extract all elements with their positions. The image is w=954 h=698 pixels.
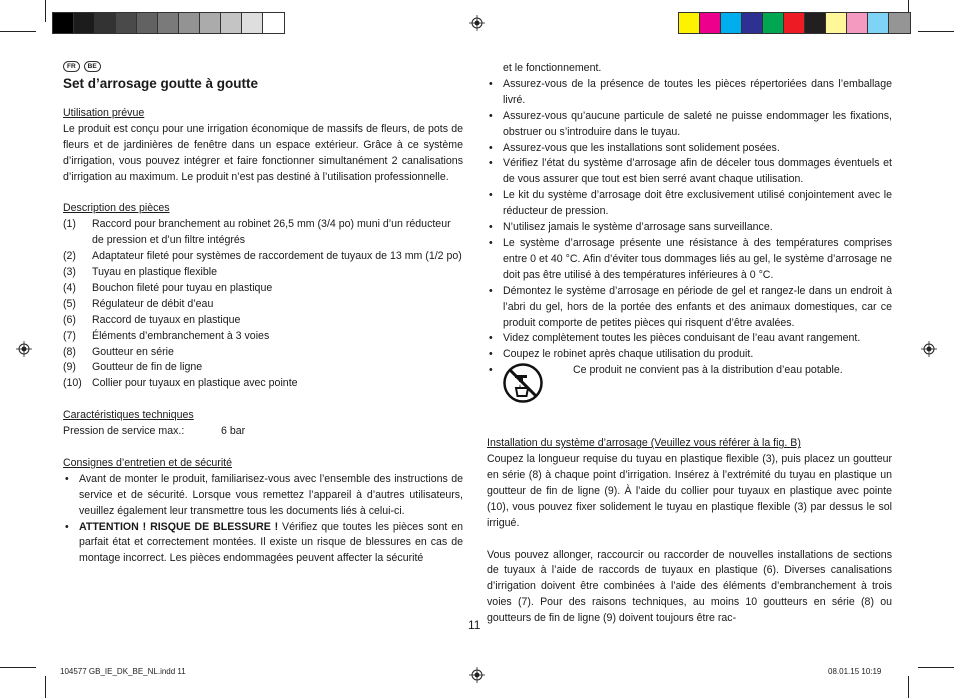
non-potable-row bbox=[503, 363, 892, 403]
country-badge-fr: FR bbox=[63, 61, 80, 72]
list-item bbox=[487, 156, 892, 188]
installation-text-2: Vous pouvez allonger, raccourcir ou raccorder de nouvelles installations de sections de tuyaux à l’aide de raccords de tuyaux en plastique (6). Diverses canalisations d’irrigation doivent être combinées à l’aide des éléments d’embranchement à trois voies (7). Pour des raisons techniques, au moins 10 goutteurs en série (8) ou goutteurs de fin de ligne (9) doivent toujours être rac- bbox=[487, 548, 892, 625]
registration-mark-icon bbox=[469, 15, 485, 31]
color-swatch bbox=[889, 13, 910, 33]
color-swatch bbox=[721, 13, 742, 33]
item-number: (5) bbox=[63, 297, 76, 310]
item-text: Assurez-vous de la présence de toutes les pièces répertoriées dans l’emballage livré. bbox=[503, 77, 892, 106]
color-swatch bbox=[200, 13, 221, 33]
crop-mark bbox=[908, 676, 909, 698]
list-item bbox=[63, 376, 463, 392]
item-text: Éléments d’embranchement à 3 voies bbox=[92, 329, 270, 342]
registration-mark-icon bbox=[921, 341, 937, 357]
list-item bbox=[487, 141, 892, 157]
bullet-icon: • bbox=[65, 520, 69, 533]
list-item bbox=[63, 281, 463, 297]
bullet-icon: • bbox=[489, 189, 493, 202]
item-text: Régulateur de débit d’eau bbox=[92, 297, 214, 310]
item-number: (7) bbox=[63, 329, 76, 342]
non-potable-note: Ce produit ne convient pas à la distribution d’eau potable. bbox=[573, 364, 843, 377]
list-item bbox=[63, 217, 463, 249]
crop-mark bbox=[45, 676, 46, 698]
item-text: et le fonctionnement. bbox=[503, 62, 602, 74]
item-text: Assurez-vous qu’aucune particule de saleté ne puisse endommager les fixations, obstruer ou s’introduire dans le tuyau. bbox=[503, 109, 892, 138]
footer-file-name: 104577 GB_IE_DK_BE_NL.indd 11 bbox=[60, 667, 186, 676]
item-text: Le système d’arrosage présente une résistance à des températures comprises entre 0 et 40 °C. Afin d’éviter tous dommages liés au gel, le système d’arrosage ne doit pas être utilisé à des températures inférieures à 0 °C. bbox=[503, 236, 892, 281]
left-column bbox=[63, 61, 463, 567]
color-swatch bbox=[137, 13, 158, 33]
safety-list-continued bbox=[487, 61, 892, 403]
list-item bbox=[487, 363, 892, 403]
item-text: Tuyau en plastique flexible bbox=[92, 266, 218, 279]
item-number: (3) bbox=[63, 266, 76, 279]
color-swatch bbox=[74, 13, 95, 33]
item-number: (2) bbox=[63, 250, 76, 263]
crop-mark bbox=[0, 31, 36, 32]
spec-label: Pression de service max.: bbox=[63, 425, 185, 438]
color-swatch bbox=[95, 13, 116, 33]
item-number: (10) bbox=[63, 377, 82, 390]
item-number: (8) bbox=[63, 345, 76, 358]
bullet-icon: • bbox=[489, 348, 493, 361]
registration-mark-icon bbox=[16, 341, 32, 357]
list-item bbox=[63, 313, 463, 329]
list-item bbox=[487, 220, 892, 236]
crop-mark bbox=[918, 667, 954, 668]
bullet-icon: • bbox=[489, 141, 493, 154]
color-swatch bbox=[826, 13, 847, 33]
list-item bbox=[487, 77, 892, 109]
color-swatch bbox=[179, 13, 200, 33]
bullet-icon: • bbox=[489, 157, 493, 170]
item-text: Adaptateur fileté pour systèmes de raccordement de tuyaux de 13 mm (1/2 po) bbox=[92, 250, 462, 263]
color-swatch bbox=[784, 13, 805, 33]
color-swatch bbox=[116, 13, 137, 33]
list-item bbox=[63, 249, 463, 265]
list-item bbox=[487, 347, 892, 363]
right-column bbox=[487, 61, 892, 627]
list-item bbox=[487, 61, 892, 77]
color-swatch bbox=[221, 13, 242, 33]
spec-row bbox=[63, 424, 463, 440]
item-text: Le kit du système d’arrosage doit être exclusivement utilisé conjointement avec le réducteur de pression. bbox=[503, 189, 892, 218]
spec-value: 6 bar bbox=[221, 425, 246, 438]
page-number: 11 bbox=[468, 618, 481, 632]
item-text: Vérifiez l’état du système d’arrosage afin de déceler tous dommages éventuels et de vous assurer que tout est bien serré avant chaque utilisation. bbox=[503, 157, 892, 186]
grayscale-color-bar bbox=[52, 12, 285, 34]
bullet-icon: • bbox=[65, 472, 69, 485]
item-text: Avant de monter le produit, familiarisez-vous avec l’ensemble des instructions de service et de sécurité. Lorsque vous remettez l’appareil à d’autres utilisateurs, veuillez également leur transmettre tous les documents liés à celui-ci. bbox=[79, 472, 463, 517]
item-text: N’utilisez jamais le système d’arrosage sans surveillance. bbox=[503, 221, 773, 234]
warning-detail: Vérifiez que toutes les pièces sont en parfait état et correctement montées. Il existe un risque de blessures en cas de montage incorrect. Les pièces endommagées peuvent affecter la sécurité bbox=[79, 520, 464, 565]
bullet-icon: • bbox=[489, 284, 493, 297]
color-swatch bbox=[53, 13, 74, 33]
color-swatch bbox=[242, 13, 263, 33]
item-text: Goutteur en série bbox=[92, 345, 174, 358]
footer-timestamp: 08.01.15 10:19 bbox=[828, 667, 882, 676]
country-badges bbox=[63, 61, 463, 72]
item-text: Bouchon fileté pour tuyau en plastique bbox=[92, 281, 273, 294]
list-item bbox=[63, 472, 463, 520]
item-text: Raccord de tuyaux en plastique bbox=[92, 313, 241, 326]
color-swatch bbox=[263, 13, 284, 33]
bullet-icon: • bbox=[489, 332, 493, 345]
crop-mark bbox=[918, 31, 954, 32]
page-title: Set d’arrosage goutte à goutte bbox=[63, 76, 259, 91]
list-item bbox=[63, 520, 463, 568]
list-item bbox=[487, 188, 892, 220]
item-number: (6) bbox=[63, 313, 76, 326]
registration-mark-icon bbox=[469, 667, 485, 683]
color-swatch bbox=[805, 13, 826, 33]
process-color-bar bbox=[678, 12, 911, 34]
item-text: Collier pour tuyaux en plastique avec pointe bbox=[92, 377, 298, 390]
bullet-icon: • bbox=[489, 77, 493, 90]
list-item bbox=[63, 329, 463, 345]
crop-mark bbox=[0, 667, 36, 668]
bullet-icon: • bbox=[489, 221, 493, 234]
color-swatch bbox=[158, 13, 179, 33]
list-item bbox=[487, 284, 892, 332]
item-number: (4) bbox=[63, 281, 76, 294]
safety-list bbox=[63, 472, 463, 567]
item-text: Coupez le robinet après chaque utilisation du produit. bbox=[503, 348, 754, 361]
item-text: Assurez-vous que les installations sont solidement posées. bbox=[503, 141, 780, 154]
list-item bbox=[487, 109, 892, 141]
item-text: Démontez le système d’arrosage en période de gel et rangez-le dans un endroit à l’abri du gel, hors de la portée des enfants et des animaux domestiques, car ce produit comporte de petites pièces qui risquent d’être avalées. bbox=[503, 284, 892, 329]
color-swatch bbox=[847, 13, 868, 33]
item-text bbox=[79, 520, 463, 568]
specs-heading: Caractéristiques techniques bbox=[63, 409, 194, 422]
color-swatch bbox=[679, 13, 700, 33]
usage-text: Le produit est conçu pour une irrigation économique de massifs de fleurs, de pots de fleurs et de jardinières de fenêtre dans un espace extérieur. Grâce à ce système d’irrigation, vous pouvez intégrer et faire fonctionner simultanément 2 canalisations d’irrigation au maximum. Le produit n’est pas destiné à l’utilisation professionnelle. bbox=[63, 122, 463, 183]
no-drinking-water-icon bbox=[503, 363, 543, 403]
bullet-icon: • bbox=[489, 236, 493, 249]
color-swatch bbox=[868, 13, 889, 33]
installation-text: Coupez la longueur requise du tuyau en plastique flexible (3), puis placez un goutteur en série (8) à chaque point d’irrigation. Insérez à l’extrémité du tuyau en plastique un goutteur de fin de ligne (9). À l’aide du collier pour tuyaux en plastique avec pointe (10), vous pouvez fixer solidement le tuyau en plastique flexible (3) par dessus le sol irrigué. bbox=[487, 453, 892, 529]
item-text: Raccord pour branchement au robinet 26,5 mm (3/4 po) muni d’un réducteur de pression et d’un filtre intégrés bbox=[92, 218, 451, 247]
color-swatch bbox=[700, 13, 721, 33]
usage-heading: Utilisation prévue bbox=[63, 107, 145, 119]
country-badge-be: BE bbox=[84, 61, 101, 72]
bullet-icon: • bbox=[489, 364, 493, 377]
installation-heading: Installation du système d’arrosage (Veuillez vous référer à la fig. B) bbox=[487, 437, 801, 450]
color-swatch bbox=[763, 13, 784, 33]
item-number: (9) bbox=[63, 361, 76, 374]
item-number: (1) bbox=[63, 218, 76, 231]
item-text: Goutteur de fin de ligne bbox=[92, 361, 203, 374]
parts-heading: Description des pièces bbox=[63, 202, 170, 215]
parts-list bbox=[63, 217, 463, 392]
list-item bbox=[63, 345, 463, 361]
list-item bbox=[487, 331, 892, 347]
crop-mark bbox=[45, 0, 46, 22]
bullet-icon: • bbox=[489, 109, 493, 122]
color-swatch bbox=[742, 13, 763, 33]
warning-text: ATTENTION ! RISQUE DE BLESSURE ! bbox=[79, 520, 279, 533]
list-item bbox=[63, 265, 463, 281]
list-item bbox=[487, 236, 892, 284]
list-item bbox=[63, 360, 463, 376]
list-item bbox=[63, 297, 463, 313]
safety-heading: Consignes d’entretien et de sécurité bbox=[63, 456, 233, 469]
item-text: Videz complètement toutes les pièces conduisant de l’eau avant rangement. bbox=[503, 332, 861, 345]
